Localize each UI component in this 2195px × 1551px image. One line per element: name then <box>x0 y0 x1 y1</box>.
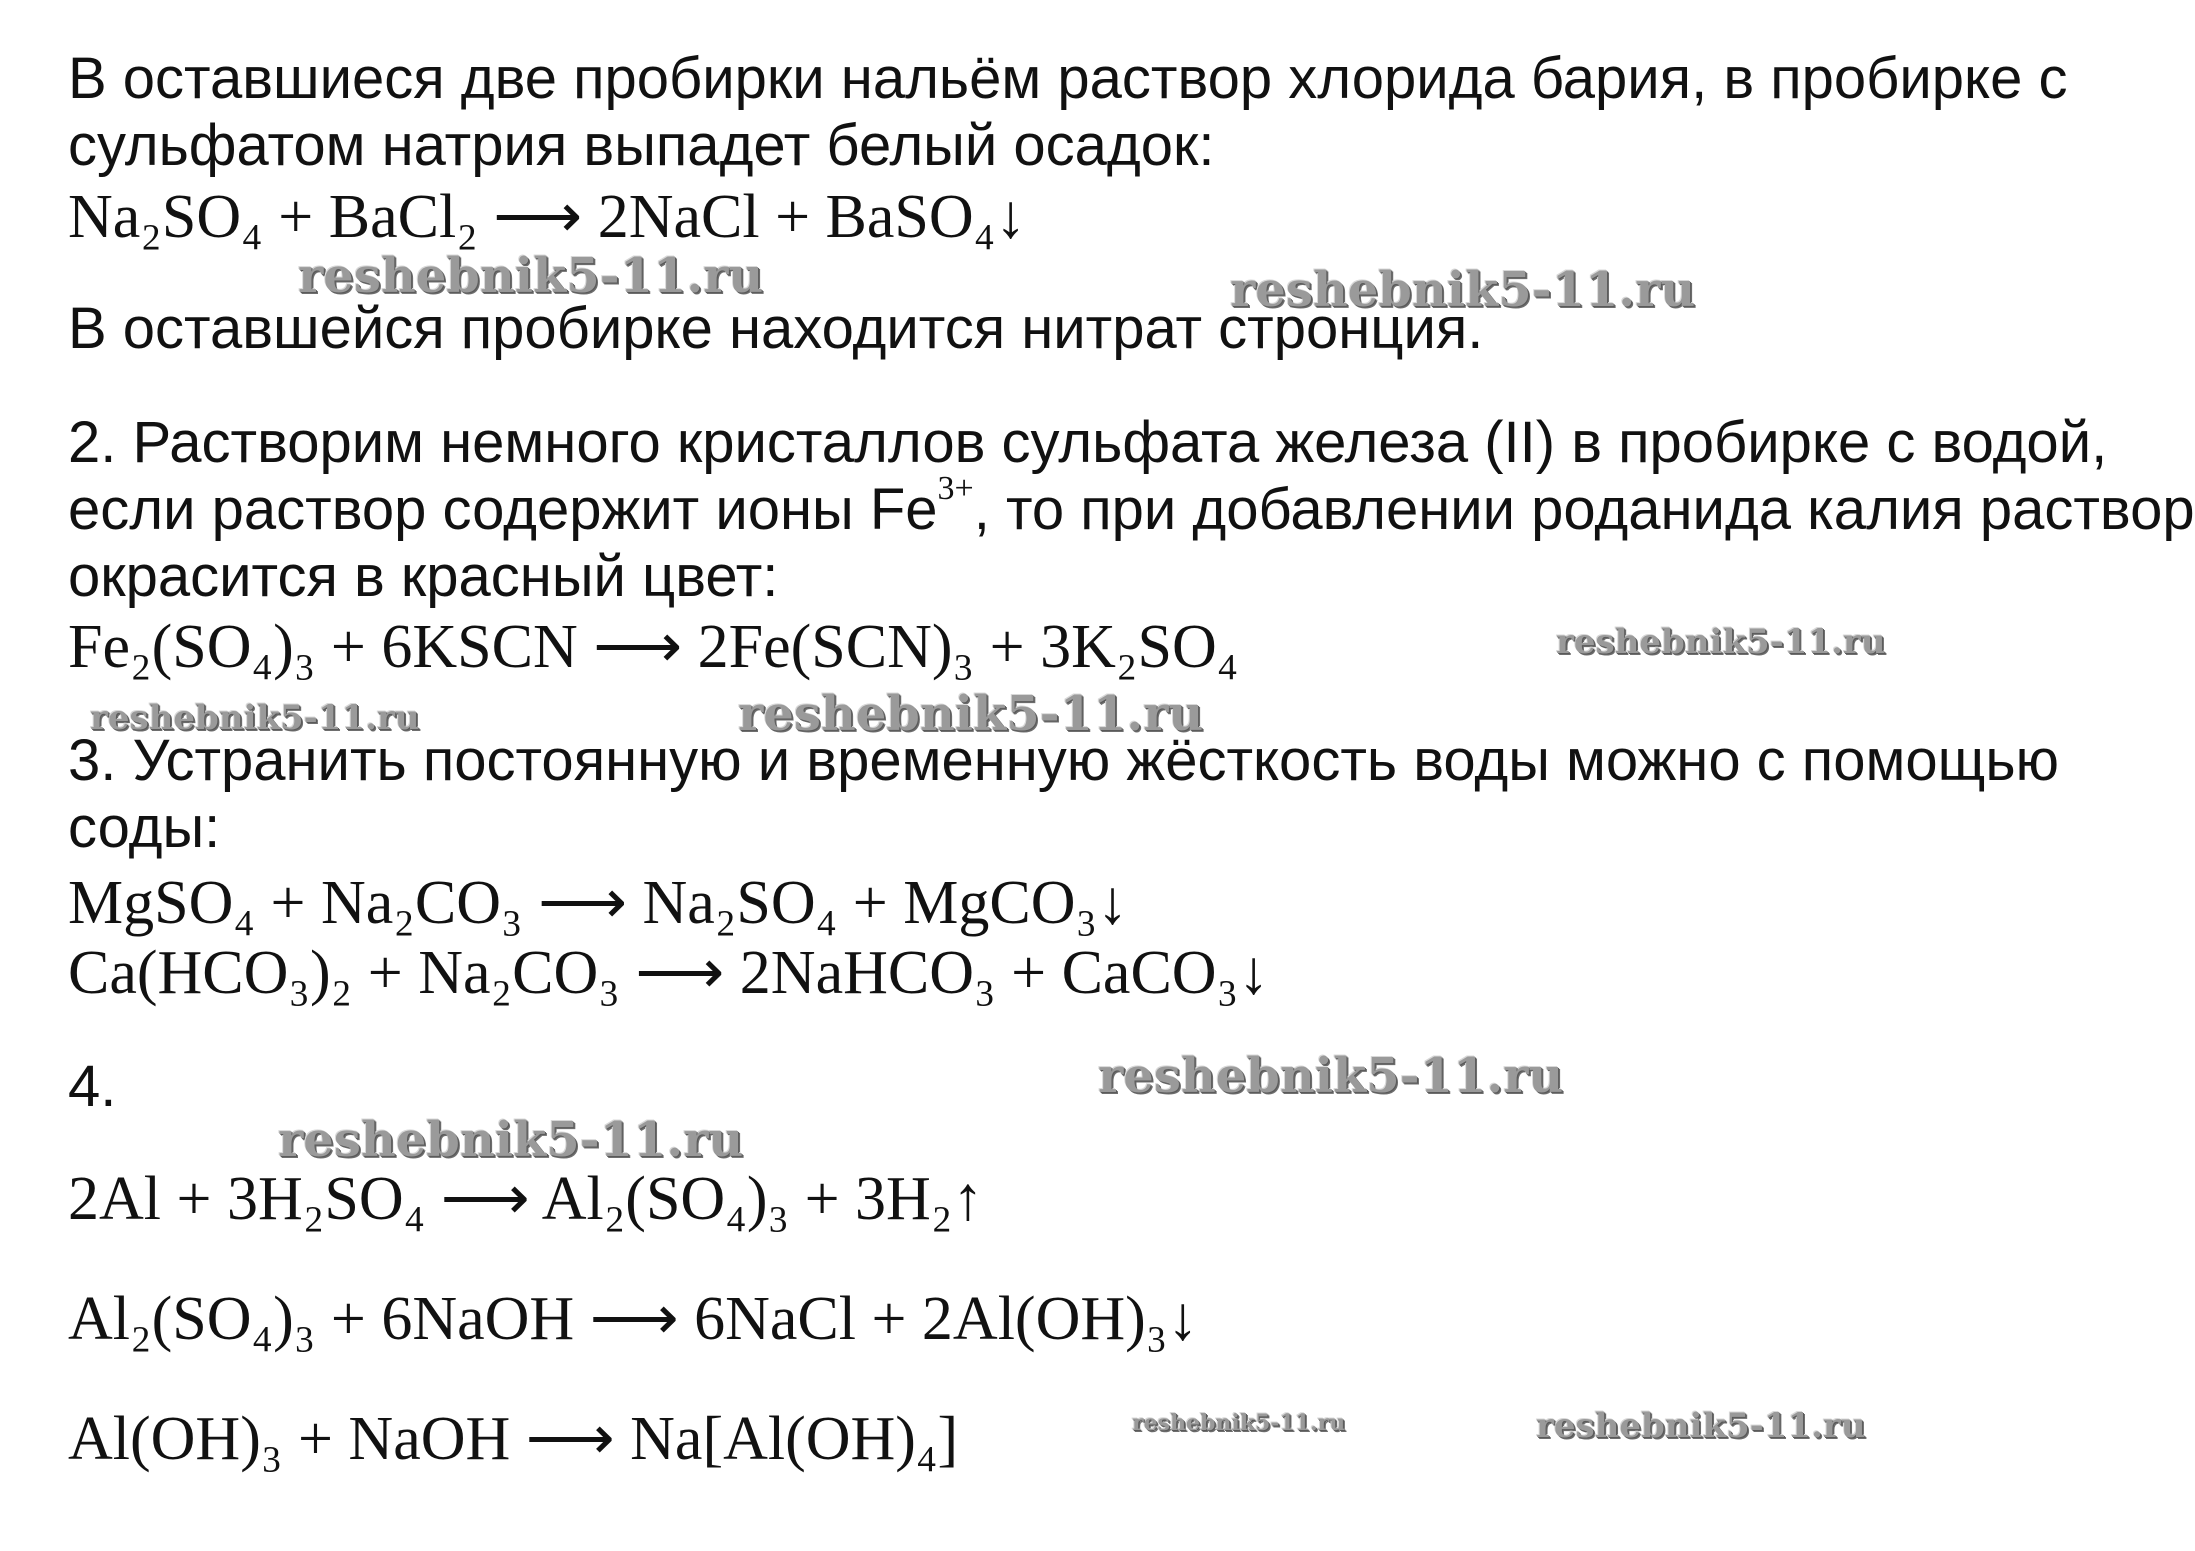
watermark: reshebnik5-11.ru <box>1230 262 1696 318</box>
watermark: reshebnik5-11.ru <box>1556 622 1886 662</box>
paragraph-1-line-1: В оставшиеся две пробирки нальём раствор хлорида бария, в пробирке с <box>68 46 2068 111</box>
paragraph-4-label: 4. <box>68 1054 117 1119</box>
watermark: reshebnik5-11.ru <box>1132 1410 1346 1436</box>
iron-ion-charge: 3+ <box>937 470 974 507</box>
paragraph-2-line-2-before: если раствор содержит ионы Fe <box>68 477 938 542</box>
paragraph-2-line-2 <box>68 470 2195 543</box>
watermark: reshebnik5-11.ru <box>1098 1048 1564 1104</box>
watermark: reshebnik5-11.ru <box>738 686 1204 742</box>
paragraph-1-line-2: сульфатом натрия выпадет белый осадок: <box>68 113 1215 178</box>
equation-cahco32-na2co3: Ca(HCO₃)₂ + Na₂CO₃ ⟶ 2NaHCO₃ + CaCO₃↓ <box>68 939 1270 1007</box>
paragraph-2-line-1: 2. Растворим немного кристаллов сульфата железа (II) в пробирке с водой, <box>68 410 2108 475</box>
equation-al2so43-naoh: Al₂(SO₄)₃ + 6NaOH ⟶ 6NaCl + 2Al(OH)₃↓ <box>68 1285 1199 1353</box>
paragraph-1-line-3: В оставшейся пробирке находится нитрат стронция. <box>68 296 1484 361</box>
paragraph-2-line-3: окрасится в красный цвет: <box>68 544 779 609</box>
equation-mgso4-na2co3: MgSO₄ + Na₂CO₃ ⟶ Na₂SO₄ + MgCO₃↓ <box>68 869 1129 937</box>
equation-aloh3-naoh: Al(OH)₃ + NaOH ⟶ Na[Al(OH)₄] <box>68 1405 959 1473</box>
watermark: reshebnik5-11.ru <box>90 698 420 738</box>
paragraph-3-line-2: соды: <box>68 795 221 860</box>
equation-fe2so43-kscn: Fe₂(SO₄)₃ + 6KSCN ⟶ 2Fe(SCN)₃ + 3K₂SO₄ <box>68 613 1239 681</box>
watermark: reshebnik5-11.ru <box>1536 1406 1866 1446</box>
equation-al-h2so4: 2Al + 3H₂SO₄ ⟶ Al₂(SO₄)₃ + 3H₂↑ <box>68 1165 984 1233</box>
watermark: reshebnik5-11.ru <box>278 1112 744 1168</box>
equation-na2so4-bacl2: Na₂SO₄ + BaCl₂ ⟶ 2NaCl + BaSO₄↓ <box>68 183 1027 251</box>
paragraph-3-line-1: 3. Устранить постоянную и временную жёсткость воды можно с помощью <box>68 728 2060 793</box>
watermark: reshebnik5-11.ru <box>298 248 764 304</box>
paragraph-2-line-2-after: , то при добавлении роданида калия раствор <box>973 477 2195 542</box>
